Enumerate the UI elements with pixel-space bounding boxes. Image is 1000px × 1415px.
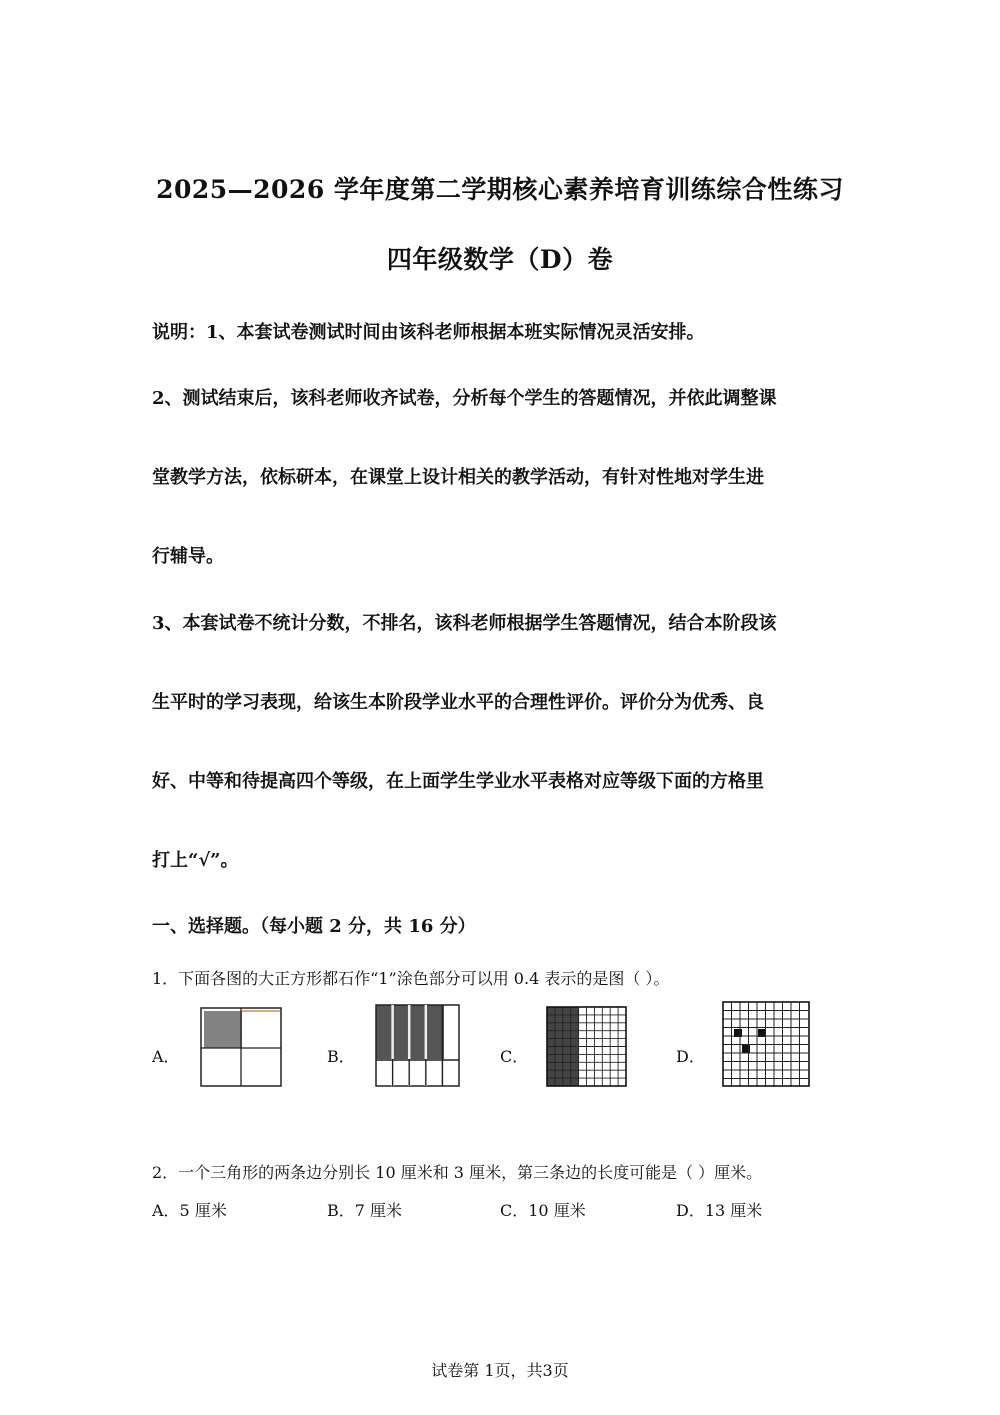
instruction-line: 好、中等和待提高四个等级，在上面学生学业水平表格对应等级下面的方格里 bbox=[152, 771, 764, 792]
instruction-line: 生平时的学习表现，给该生本阶段学业水平的合理性评价。评价分为优秀、良 bbox=[152, 692, 764, 713]
figure-c bbox=[546, 1006, 628, 1088]
q2-option-c: C．10 厘米 bbox=[500, 1201, 586, 1220]
q1-option-a-label: A． bbox=[152, 1047, 180, 1066]
question-1-stem: 1．下面各图的大正方形都石作“1”涂色部分可以用 0.4 表示的是图（ ）。 bbox=[152, 969, 670, 988]
instruction-line: 3、本套试卷不统计分数，不排名，该科老师根据学生答题情况，结合本阶段该 bbox=[152, 613, 777, 634]
title-line-2: 四年级数学（D）卷 bbox=[386, 245, 614, 274]
section-heading: 一、选择题。（每小题 2 分，共 16 分） bbox=[152, 916, 476, 937]
q1-option-d-label: D． bbox=[676, 1047, 705, 1066]
figure-a bbox=[200, 1007, 284, 1089]
q2-option-a: A．5 厘米 bbox=[152, 1201, 227, 1220]
figure-d bbox=[722, 1001, 812, 1089]
figure-b bbox=[375, 1004, 461, 1088]
instruction-line: 打上“√”。 bbox=[152, 850, 239, 871]
instruction-line: 堂教学方法，依标研本，在课堂上设计相关的教学活动，有针对性地对学生进 bbox=[152, 467, 764, 488]
q1-option-c-label: C． bbox=[500, 1047, 529, 1066]
title-line-1: 2025—2026 学年度第二学期核心素养培育训练综合性练习 bbox=[156, 175, 844, 204]
q1-option-b-label: B． bbox=[327, 1047, 355, 1066]
instruction-line: 行辅导。 bbox=[152, 546, 224, 567]
q2-option-d: D．13 厘米 bbox=[676, 1201, 763, 1220]
page-footer: 试卷第 1页，共3页 bbox=[431, 1361, 569, 1380]
instruction-line: 2、测试结束后，该科老师收齐试卷，分析每个学生的答题情况，并依此调整课 bbox=[152, 388, 777, 409]
question-2-stem: 2．一个三角形的两条边分别长 10 厘米和 3 厘米，第三条边的长度可能是（ ）厘米。 bbox=[152, 1163, 763, 1182]
instruction-line: 说明：1、本套试卷测试时间由该科老师根据本班实际情况灵活安排。 bbox=[152, 322, 705, 343]
q2-option-b: B．7 厘米 bbox=[327, 1201, 403, 1220]
